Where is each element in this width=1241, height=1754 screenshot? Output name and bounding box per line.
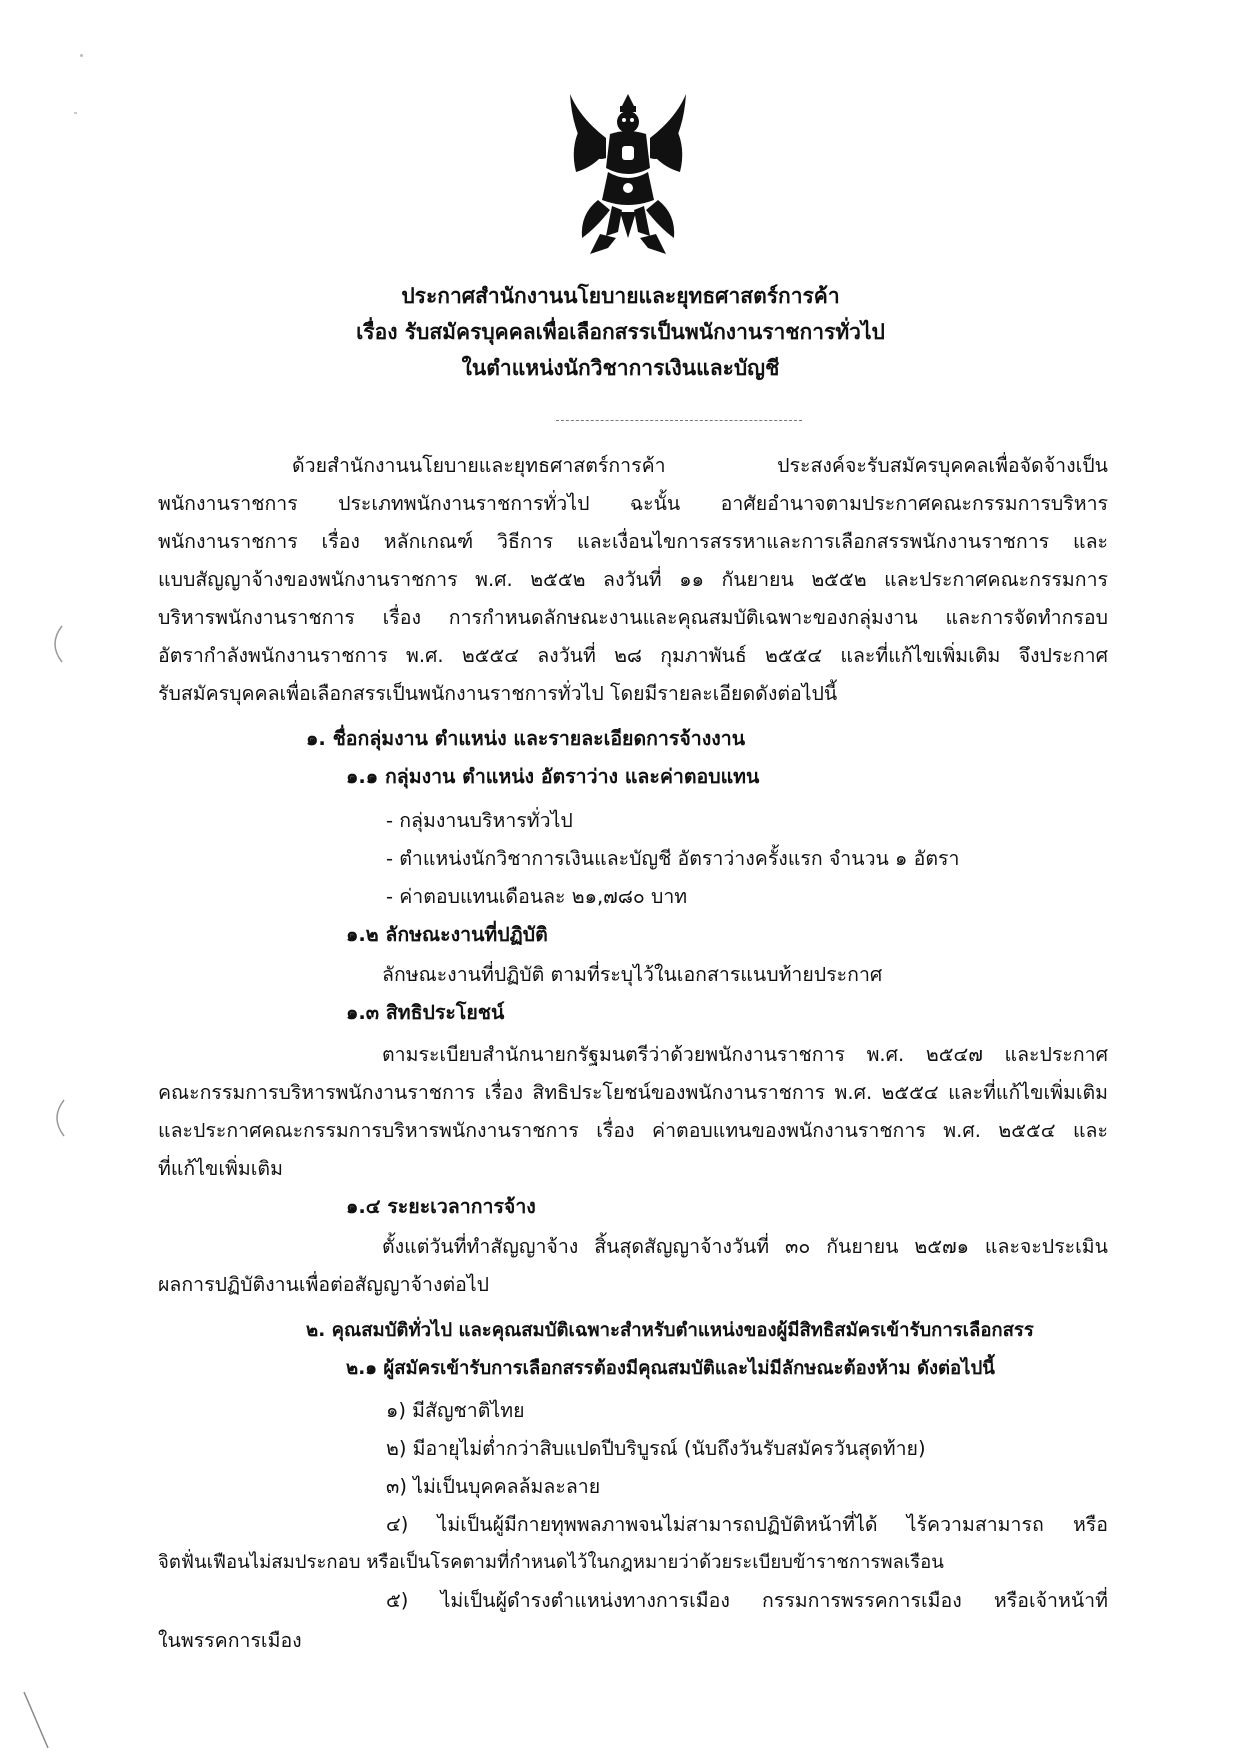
list-item: ๓) ไม่เป็นบุคคลล้มละลาย <box>386 1475 601 1498</box>
intro-line: รับสมัครบุคคลเพื่อเลือกสรรเป็นพนักงานราชการทั่วไป โดยมีรายละเอียดดังต่อไปนี้ <box>158 682 838 705</box>
intro-line: บริหารพนักงานราชการ เรื่อง การกำหนดลักษณะงานและคุณสมบัติเฉพาะของกลุ่มงาน และการจัดทำกรอบ <box>158 606 1108 629</box>
announcement-subject: เรื่อง รับสมัครบุคคลเพื่อเลือกสรรเป็นพนักงานราชการทั่วไป <box>356 320 885 344</box>
intro-line: อัตรากำลังพนักงานราชการ พ.ศ. ๒๕๕๔ ลงวันที่ ๒๘ กุมภาพันธ์ ๒๕๕๔ และที่แก้ไขเพิ่มเติม จึงประกาศ <box>158 644 1108 667</box>
scan-dot <box>74 112 77 114</box>
list-item: ๕) ไม่เป็นผู้ดำรงตำแหน่งทางการเมือง กรรมการพรรคการเมือง หรือเจ้าหน้าที่ <box>386 1589 1108 1612</box>
list-item: ๔) ไม่เป็นผู้มีกายทุพพลภาพจนไม่สามารถปฏิบัติหน้าที่ได้ ไร้ความสามารถ หรือ <box>386 1513 1108 1536</box>
section-2-heading: ๒. คุณสมบัติทั่วไป และคุณสมบัติเฉพาะสำหรับตำแหน่งของผู้มีสิทธิสมัครเข้ารับการเลือกสรร <box>306 1320 1034 1341</box>
section-1-2-heading: ๑.๒ ลักษณะงานที่ปฏิบัติ <box>346 923 548 946</box>
list-item: ๒) มีอายุไม่ต่ำกว่าสิบแปดปีบริบูรณ์ (นับถึงวันรับสมัครวันสุดท้าย) <box>386 1437 926 1460</box>
section-1-4-heading: ๑.๔ ระยะเวลาการจ้าง <box>346 1195 536 1218</box>
section-1-3-line: คณะกรรมการบริหารพนักงานราชการ เรื่อง สิทธิประโยชน์ของพนักงานราชการ พ.ศ. ๒๕๕๔ และที่แก้ไขเพิ่มเติม <box>158 1081 1108 1104</box>
list-item-continuation: จิตฟั่นเฟือนไม่สมประกอบ หรือเป็นโรคตามที่กำหนดไว้ในกฎหมายว่าด้วยระเบียบข้าราชการพลเรือน <box>158 1552 944 1573</box>
section-1-1-heading: ๑.๑ กลุ่มงาน ตำแหน่ง อัตราว่าง และค่าตอบแทน <box>346 765 760 788</box>
section-1-3-line: ตามระเบียบสำนักนายกรัฐมนตรีว่าด้วยพนักงานราชการ พ.ศ. ๒๕๔๗ และประกาศ <box>382 1043 1108 1066</box>
section-1-4-line: ตั้งแต่วันที่ทำสัญญาจ้าง สิ้นสุดสัญญาจ้างวันที่ ๓๐ กันยายน ๒๕๗๑ และจะประเมิน <box>382 1235 1108 1258</box>
scan-line-mark <box>22 1690 52 1750</box>
section-1-2-text: ลักษณะงานที่ปฏิบัติ ตามที่ระบุไว้ในเอกสารแนบท้ายประกาศ <box>382 963 883 986</box>
intro-line: พนักงานราชการ เรื่อง หลักเกณฑ์ วิธีการ และเงื่อนไขการสรรหาและการเลือกสรรพนักงานราชการ และ <box>158 530 1108 553</box>
section-2-1-heading: ๒.๑ ผู้สมัครเข้ารับการเลือกสรรต้องมีคุณสมบัติและไม่มีลักษณะต้องห้าม ดังต่อไปนี้ <box>346 1358 995 1379</box>
announcement-title: ประกาศสำนักงานนโยบายและยุทธศาสตร์การค้า <box>401 284 840 308</box>
section-1-3-line: และประกาศคณะกรรมการบริหารพนักงานราชการ เรื่อง ค่าตอบแทนของพนักงานราชการ พ.ศ. ๒๕๕๔ และ <box>158 1119 1108 1142</box>
section-1-4-line: ผลการปฏิบัติงานเพื่อต่อสัญญาจ้างต่อไป <box>158 1273 490 1296</box>
section-1-3-heading: ๑.๓ สิทธิประโยชน์ <box>346 1001 505 1024</box>
binder-hole-mark <box>46 1098 66 1138</box>
title-divider <box>556 420 802 421</box>
intro-line: แบบสัญญาจ้างของพนักงานราชการ พ.ศ. ๒๕๕๒ ลงวันที่ ๑๑ กันยายน ๒๕๕๒ และประกาศคณะกรรมการ <box>158 568 1108 591</box>
list-item-continuation: ในพรรคการเมือง <box>158 1629 302 1652</box>
section-1-heading: ๑. ชื่อกลุ่มงาน ตำแหน่ง และรายละเอียดการจ้างงาน <box>306 727 746 750</box>
list-item: ๑) มีสัญชาติไทย <box>386 1399 525 1422</box>
list-item: - ค่าตอบแทนเดือนละ ๒๑,๗๘๐ บาท <box>386 885 688 908</box>
intro-line: ด้วยสำนักงานนโยบายและยุทธศาสตร์การค้า ประสงค์จะรับสมัครบุคคลเพื่อจัดจ้างเป็น <box>292 454 1108 477</box>
section-1-3-line: ที่แก้ไขเพิ่มเติม <box>158 1157 283 1180</box>
intro-line: พนักงานราชการ ประเภทพนักงานราชการทั่วไป ฉะนั้น อาศัยอำนาจตามประกาศคณะกรรมการบริหาร <box>158 492 1108 515</box>
list-item: - กลุ่มงานบริหารทั่วไป <box>386 809 573 832</box>
list-item: - ตำแหน่งนักวิชาการเงินและบัญชี อัตราว่างครั้งแรก จำนวน ๑ อัตรา <box>386 847 960 870</box>
scan-dot <box>80 54 83 57</box>
garuda-emblem-icon <box>560 88 696 258</box>
binder-hole-mark <box>44 624 64 664</box>
announcement-position: ในตำแหน่งนักวิชาการเงินและบัญชี <box>461 356 780 380</box>
